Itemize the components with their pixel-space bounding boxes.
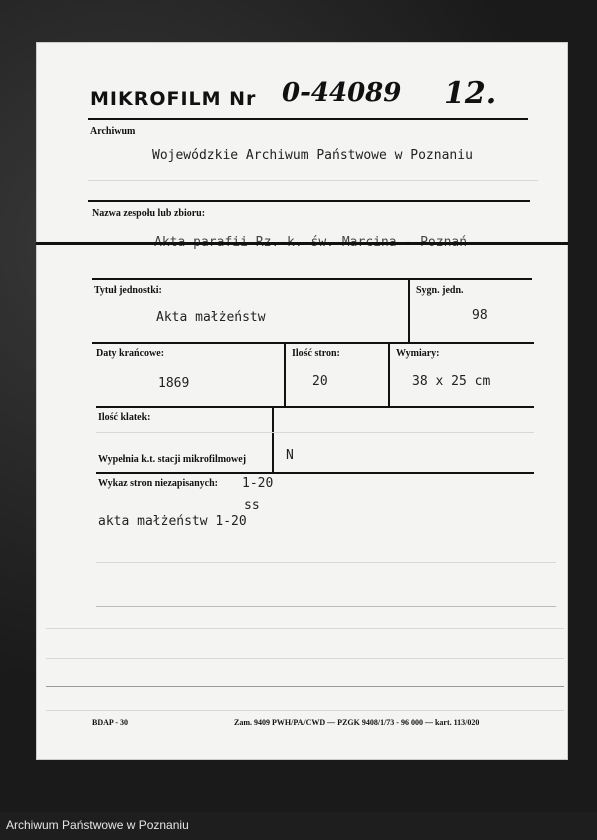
station-value: N <box>286 448 294 463</box>
archive-value: Wojewódzkie Archiwum Państwowe w Poznaniu <box>152 148 473 163</box>
station-label: Wypełnia k.t. stacji mikrofilmowej <box>98 454 247 465</box>
signature-value: 98 <box>472 308 488 323</box>
faint-rule <box>96 562 556 563</box>
footer-right: Zam. 9409 PWH/PA/CWD — PZGK 9408/1/73 - 96 000 — kart. 113/020 <box>234 718 480 727</box>
faint-rule <box>88 180 538 181</box>
faint-rule <box>46 710 564 711</box>
microfilm-card <box>36 42 568 760</box>
note-ss: ss <box>244 498 260 513</box>
faint-rule <box>46 658 564 659</box>
footer-left: BDAP - 30 <box>92 718 128 727</box>
watermark-bar <box>0 812 597 840</box>
unit-title-value: Akta małżeństw <box>156 310 266 325</box>
faint-rule <box>46 686 564 687</box>
pages-value: 20 <box>312 374 328 389</box>
frames-label: Ilość klatek: <box>98 412 151 423</box>
dates-rule <box>96 406 534 408</box>
signature-label: Sygn. jedn. <box>416 285 464 296</box>
archive-rule <box>88 200 530 202</box>
fonds-strikethrough <box>36 242 568 245</box>
note-line: akta małżeństw 1-20 <box>98 514 247 529</box>
archive-label: Archiwum <box>90 126 136 137</box>
dimensions-divider <box>388 344 390 406</box>
card-title: MIKROFILM Nr <box>90 88 257 110</box>
unit-rule <box>92 342 534 344</box>
dimensions-value: 38 x 25 cm <box>412 374 491 389</box>
station-divider <box>272 408 274 472</box>
dates-value: 1869 <box>158 376 190 391</box>
dimensions-label: Wymiary: <box>396 348 440 359</box>
faint-rule <box>96 606 556 607</box>
pages-divider <box>284 344 286 406</box>
unwritten-value: 1-20 <box>242 476 274 491</box>
faint-rule <box>46 628 564 629</box>
station-rule <box>96 472 534 474</box>
faint-rule <box>96 432 534 433</box>
dates-label: Daty krańcowe: <box>96 348 165 359</box>
pages-label: Ilość stron: <box>292 348 340 359</box>
sheet-number: 12. <box>444 76 497 111</box>
signature-divider <box>408 280 410 342</box>
watermark-text: Archiwum Państwowe w Poznaniu <box>6 818 189 832</box>
fonds-rule <box>92 278 532 280</box>
title-underline <box>88 118 528 120</box>
unit-title-label: Tytuł jednostki: <box>94 285 162 296</box>
microfilm-number: 0-44089 <box>282 78 402 108</box>
unwritten-label: Wykaz stron niezapisanych: <box>98 478 219 489</box>
fonds-label: Nazwa zespołu lub zbioru: <box>92 208 206 219</box>
